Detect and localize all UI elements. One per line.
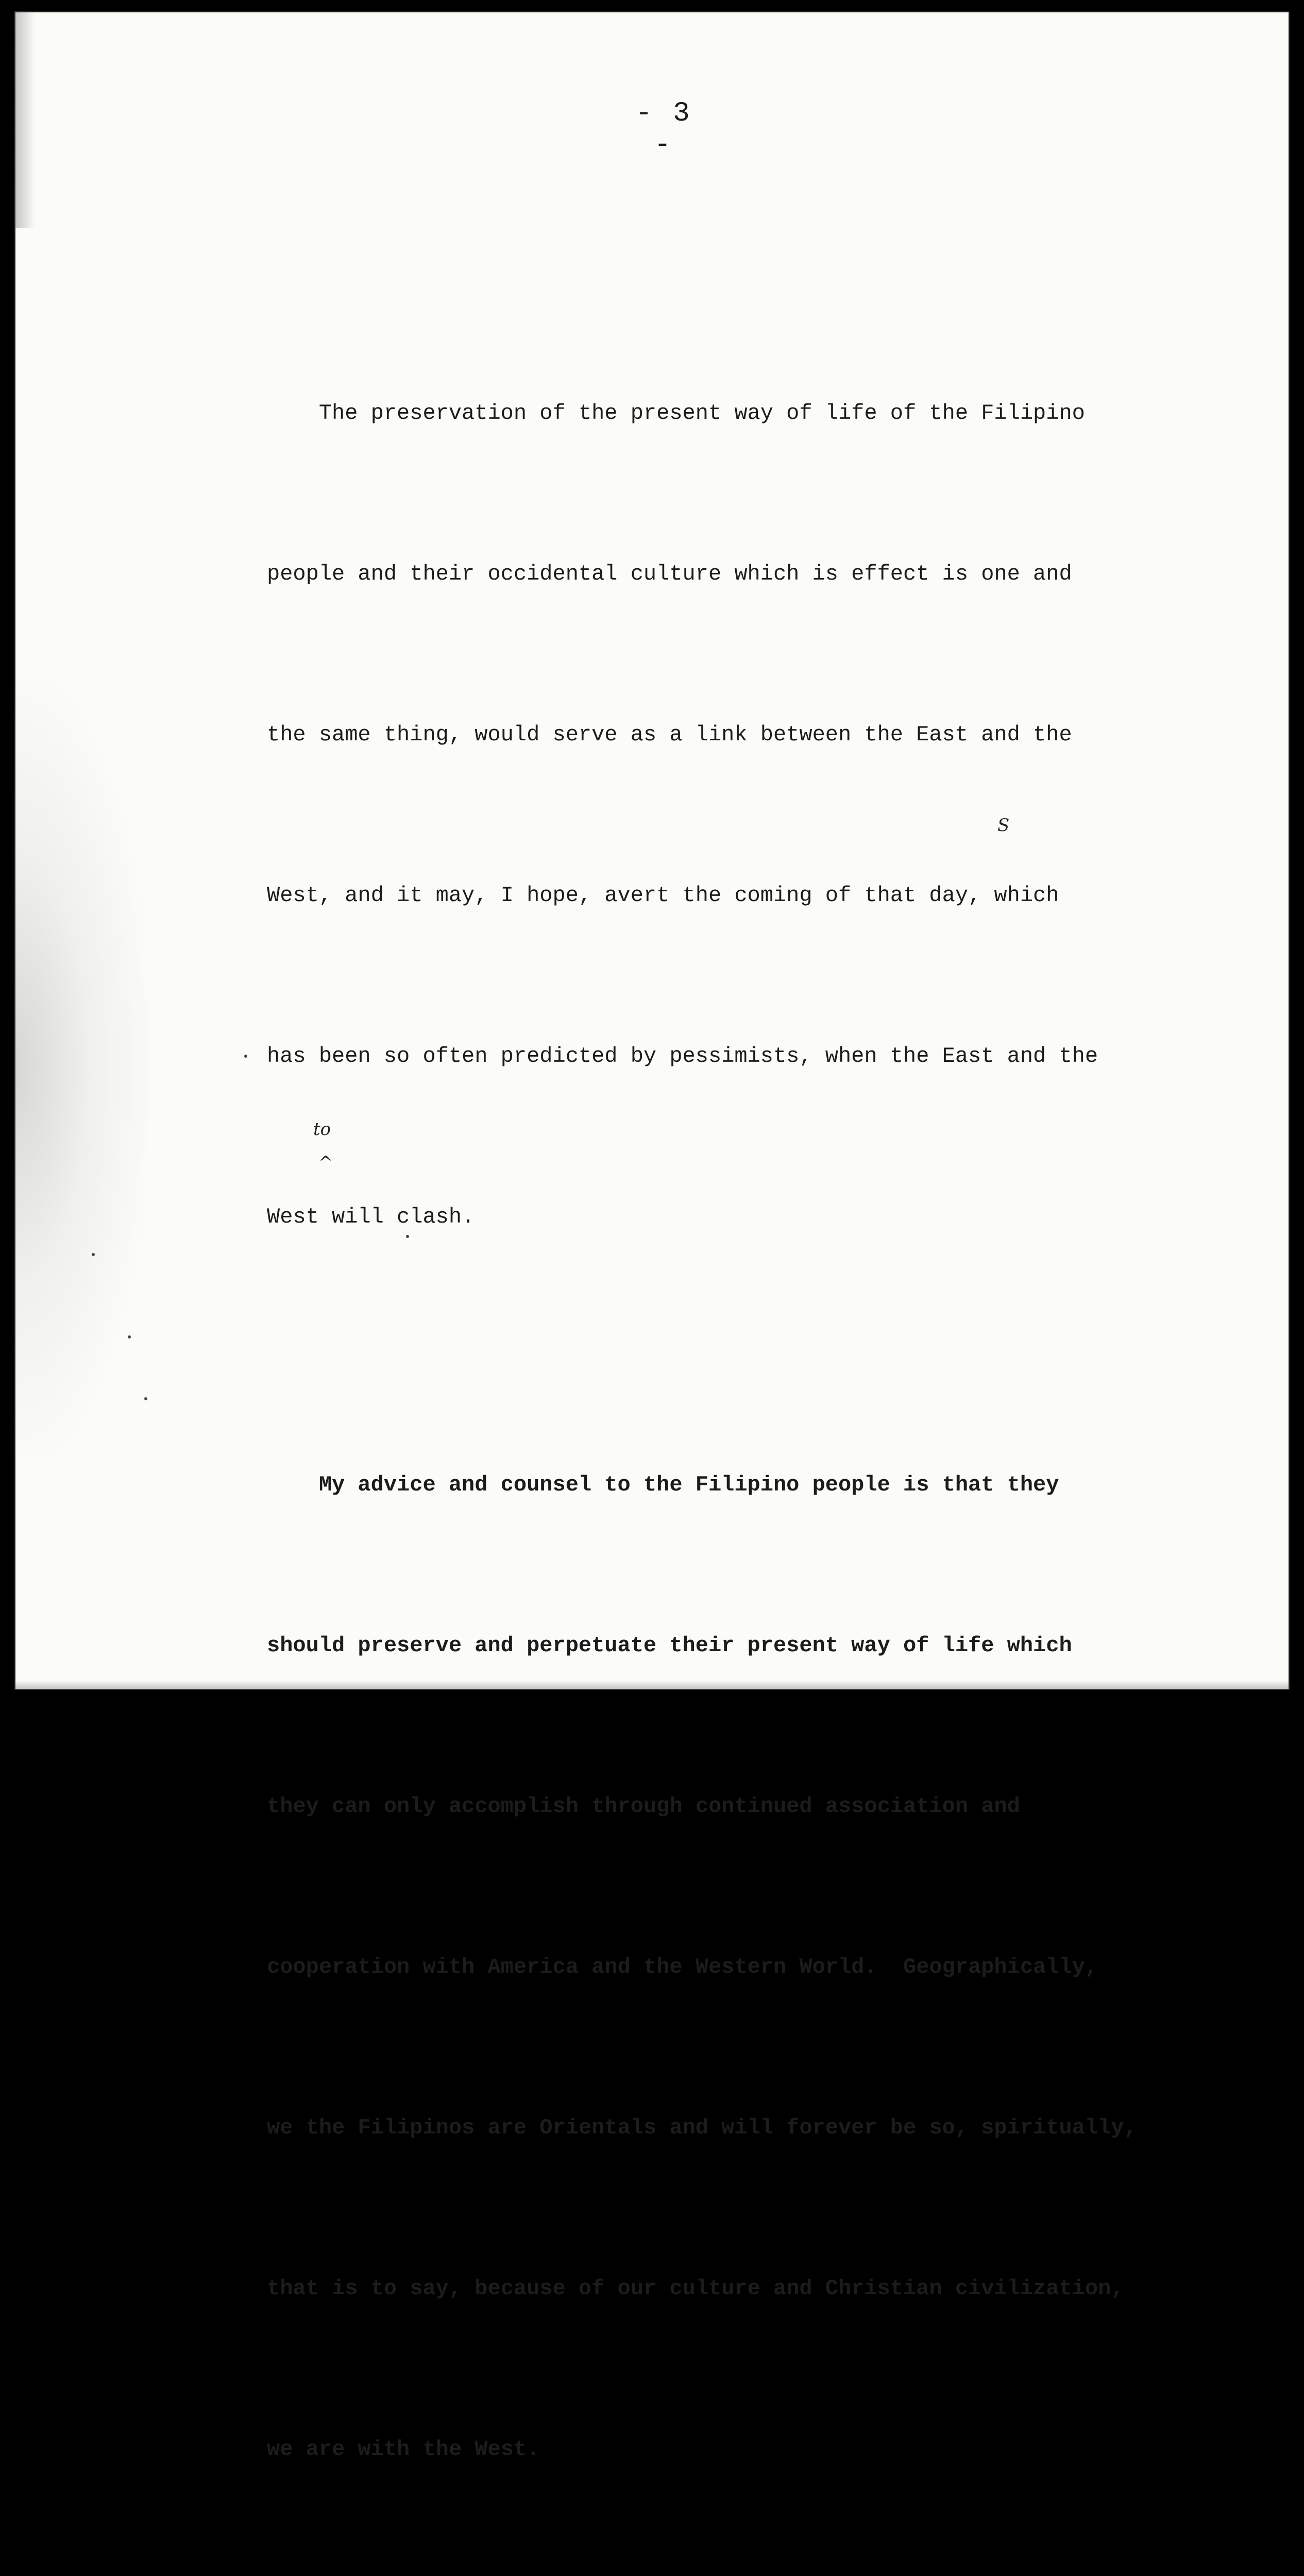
scan-speck bbox=[128, 1335, 131, 1338]
paragraph-1 bbox=[267, 279, 1174, 1351]
text-line: The preservation of the present way of life of the Filipino bbox=[267, 401, 1085, 426]
scan-speck bbox=[244, 1055, 247, 1058]
text-line: we are with the West. bbox=[267, 2437, 540, 2462]
text-line: people and their occidental culture which is effect is one and bbox=[267, 562, 1072, 586]
text-line: we the Filipinos are Orientals and will forever be so, spiritually, bbox=[267, 2115, 1137, 2140]
text-line: has been so often predicted by pessimists, when the East and the bbox=[267, 1044, 1098, 1069]
page-number: - 3 - bbox=[635, 98, 692, 161]
text-line: that is to say, because of our culture and Christian civilization, bbox=[267, 2276, 1124, 2301]
text-line: cooperation with America and the Western World. Geographically, bbox=[267, 1955, 1098, 1979]
scan-speck bbox=[92, 1253, 95, 1256]
text-line: should preserve and perpetuate their present way of life which bbox=[267, 1633, 1072, 1658]
text-line: West will clash. bbox=[267, 1205, 475, 1229]
handwritten-insert-to: to bbox=[313, 1119, 331, 1140]
scan-speck bbox=[406, 1235, 409, 1238]
scan-speck bbox=[144, 1397, 147, 1400]
document-body bbox=[267, 279, 1174, 2576]
text-line: West, and it may, I hope, avert the coming of that day, which bbox=[267, 883, 1059, 908]
text-line: My advice and counsel to the Filipino people is that they bbox=[267, 1472, 1059, 1497]
document-page bbox=[14, 11, 1290, 2462]
text-line: they can only accomplish through continued association and bbox=[267, 1794, 1020, 1819]
scan-shadow-top bbox=[14, 11, 35, 228]
handwritten-caret: ^ bbox=[318, 1153, 333, 1173]
handwritten-s-mark: S bbox=[997, 815, 1010, 836]
paragraph-2 bbox=[267, 1351, 1174, 2576]
text-line: the same thing, would serve as a link between the East and the bbox=[267, 722, 1072, 747]
